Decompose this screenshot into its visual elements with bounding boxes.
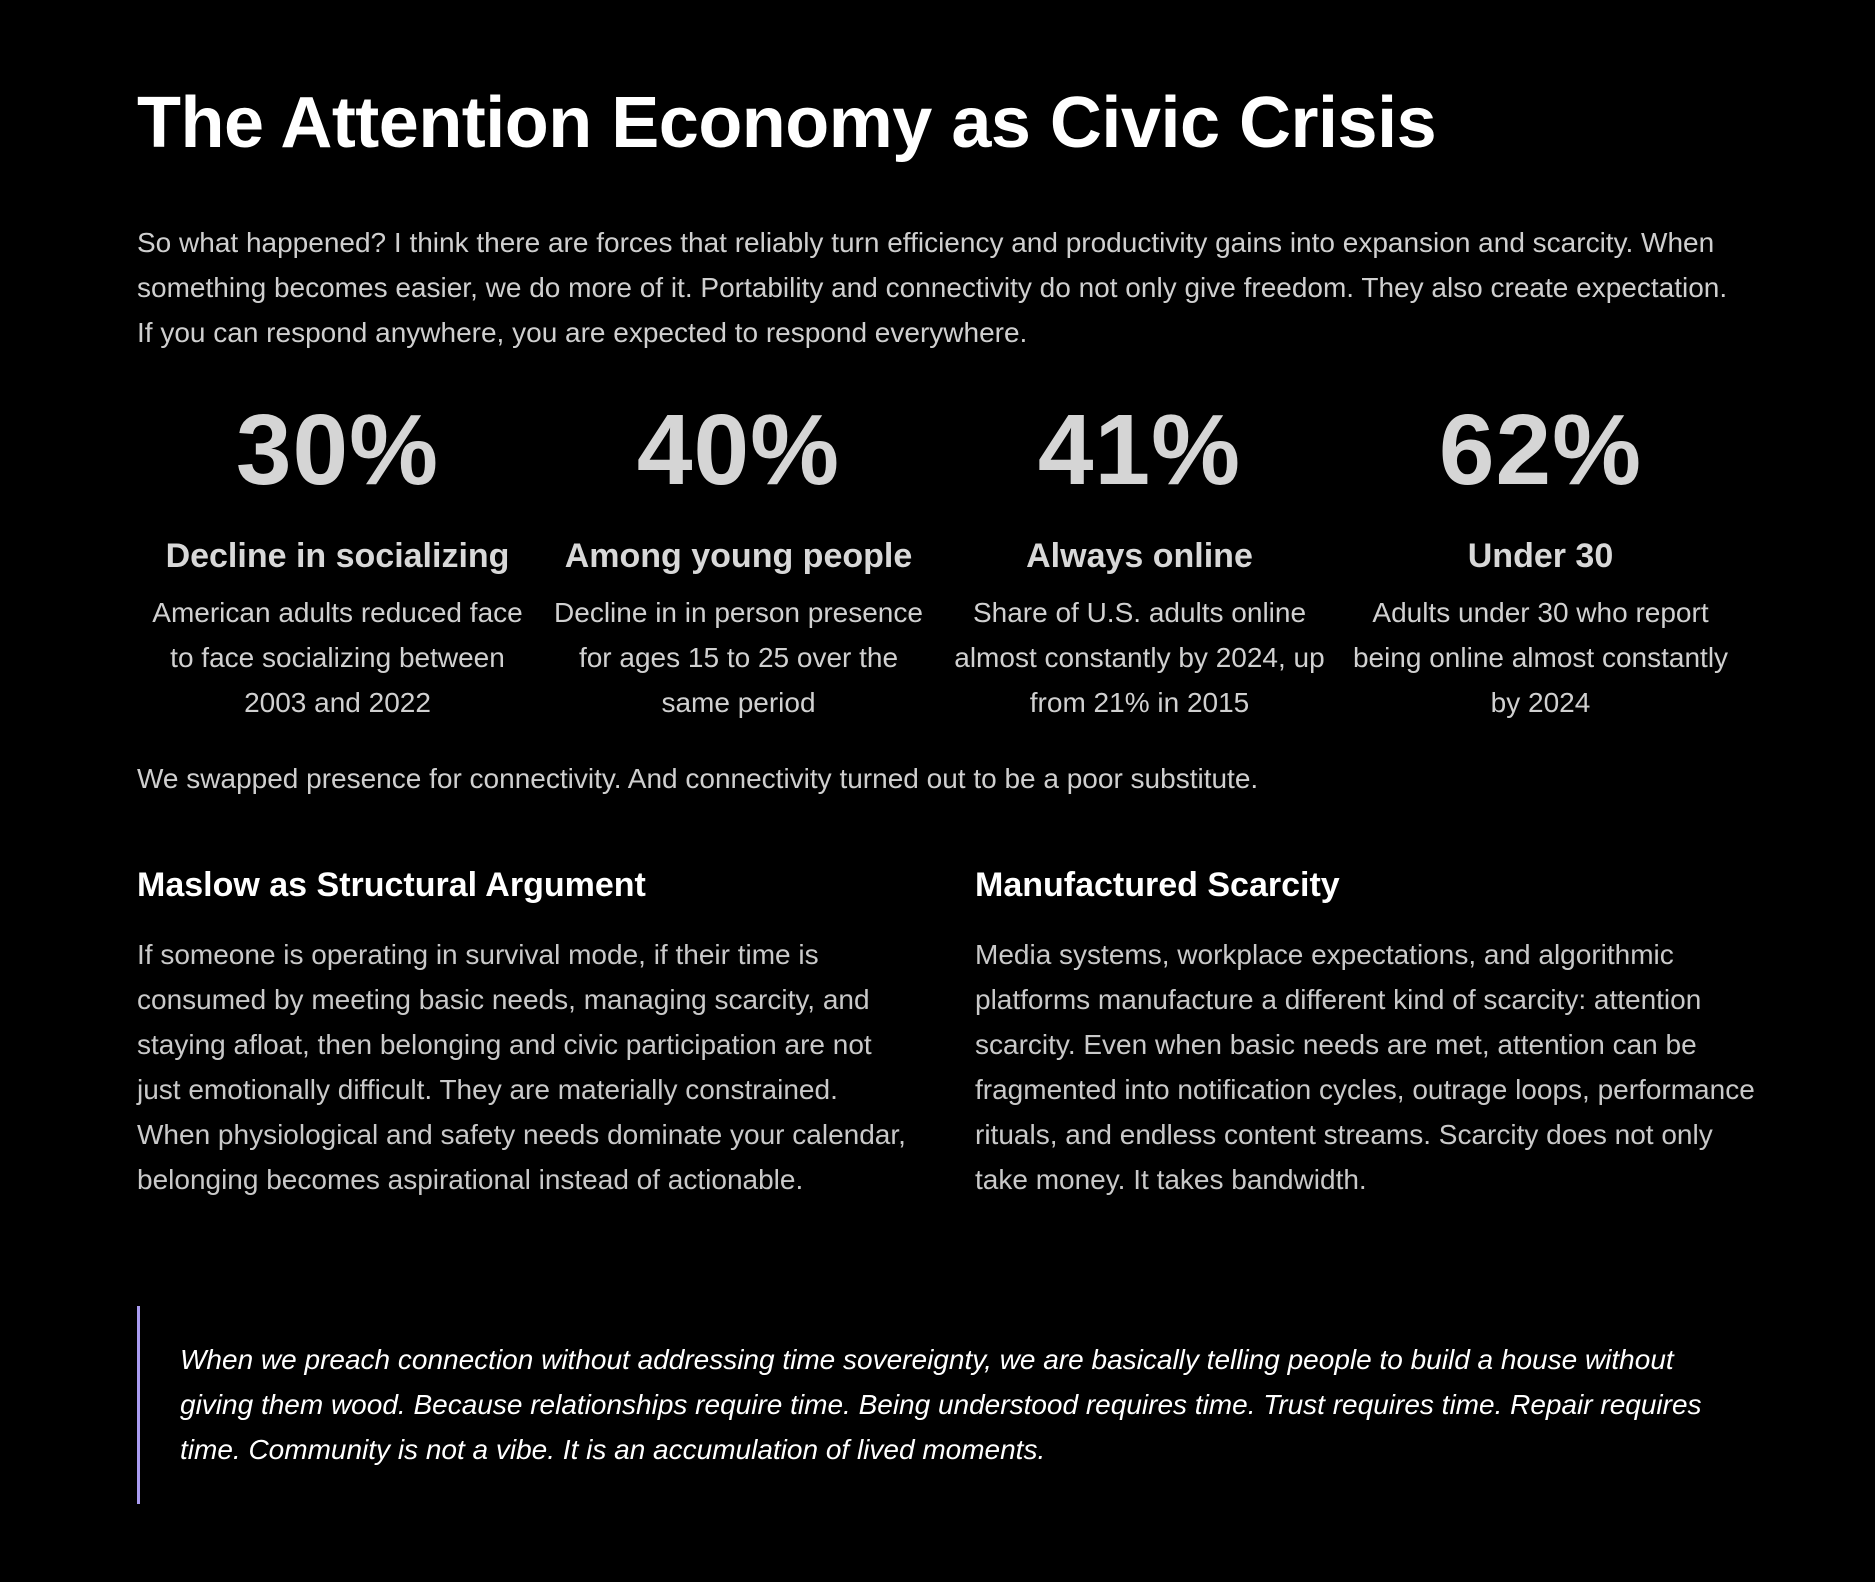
scarcity-column [975, 860, 1755, 1202]
stat-description: Decline in in person presence for ages 15 to 25 over the same period [554, 597, 923, 718]
maslow-column [137, 860, 917, 1202]
summary-sentence: We swapped presence for connectivity. And connectivity turned out to be a poor substitute. [137, 763, 1259, 794]
stat-description: American adults reduced face to face socializing between 2003 and 2022 [152, 597, 523, 718]
stat-card [1340, 395, 1741, 725]
section-body: If someone is operating in survival mode, if their time is consumed by meeting basic needs, managing scarcity, and staying afloat, then belonging and civic participation are not just emotionally difficult. They are materially constrained. When physiological and safety needs dominate your calendar, belonging becomes aspirational instead of actionable. [137, 939, 906, 1195]
section-heading: Manufactured Scarcity [975, 866, 1340, 904]
stat-card [538, 395, 939, 725]
stat-value: 41% [1037, 394, 1242, 506]
section-body: Media systems, workplace expectations, and algorithmic platforms manufacture a different kind of scarcity: attention scarcity. Even when basic needs are met, attention can be fragmented into notification cycles, outrage loops, performance rituals, and endless content streams. Scarcity does not only take money. It takes bandwidth. [975, 939, 1755, 1195]
stats-row [137, 395, 1741, 725]
stat-card [939, 395, 1340, 725]
stat-label: Under 30 [1467, 537, 1614, 575]
stat-description: Adults under 30 who report being online almost constantly by 2024 [1352, 597, 1729, 718]
pull-quote-text: When we preach connection without addressing time sovereignty, we are basically telling people to build a house without giving them wood. Because relationships require time. Being understood requires time. Trust requires time. Repair requires time. Community is not a vibe. It is an accumulation of lived moments. [180, 1344, 1702, 1465]
pull-quote [137, 1306, 1744, 1504]
page-title: The Attention Economy as Civic Crisis [137, 83, 1437, 163]
stat-label: Among young people [564, 537, 913, 575]
stat-value: 62% [1438, 394, 1643, 506]
stat-value: 40% [636, 394, 841, 506]
stat-value: 30% [235, 394, 440, 506]
intro-paragraph: So what happened? I think there are forces that reliably turn efficiency and productivity gains into expansion and scarcity. When something becomes easier, we do more of it. Portability and connectivity do not only give freedom. They also create expectation. If you can respond anywhere, you are expected to respond everywhere. [137, 227, 1728, 348]
section-heading: Maslow as Structural Argument [137, 866, 646, 904]
stat-card [137, 395, 538, 725]
stat-label: Decline in socializing [165, 537, 510, 575]
stat-description: Share of U.S. adults online almost constantly by 2024, up from 21% in 2015 [954, 597, 1325, 718]
stat-label: Always online [1026, 537, 1253, 575]
